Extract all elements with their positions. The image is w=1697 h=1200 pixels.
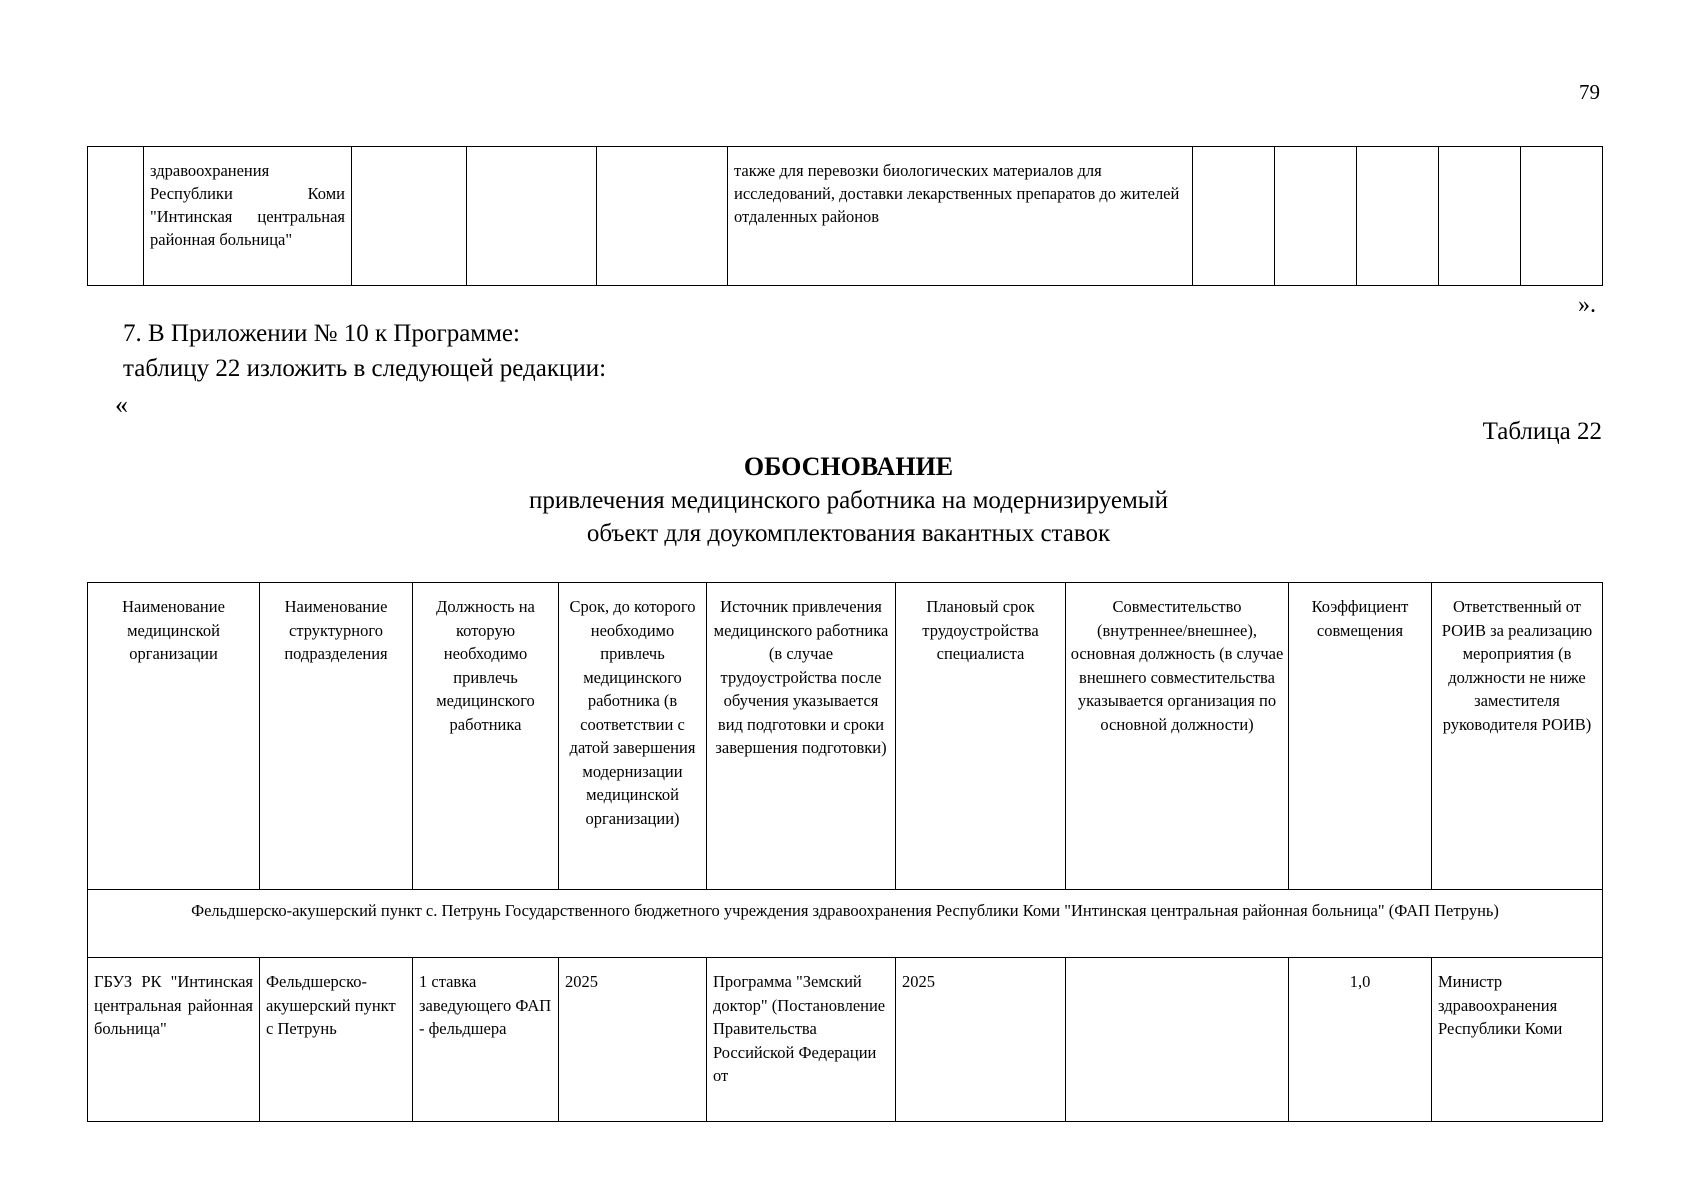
justification-table: [87, 582, 1603, 1122]
table-section-row: [88, 890, 1603, 958]
cell-position: 1 ставка заведующего ФАП - фельдшера: [413, 958, 559, 1122]
table-cell: [88, 147, 144, 286]
table-cell: [597, 147, 728, 286]
cell-responsible: Министр здравоохранения Республики Коми: [1432, 958, 1603, 1122]
document-subtitle-line1: привлечения медицинского работника на модернизируемый: [529, 487, 1168, 514]
table-cell: [352, 147, 467, 286]
document-subtitle-line2: объект для доукомплектования вакантных ставок: [586, 520, 1111, 547]
header-combination: Совместительство (внутреннее/внешнее), основная должность (в случае внешнего совместительства указывается организация по основной должности): [1066, 583, 1289, 890]
document-title: ОБОСНОВАНИЕ: [743, 452, 954, 481]
opening-quote: «: [115, 390, 128, 419]
header-unit-name: Наименование структурного подразделения: [260, 583, 413, 890]
closing-quote: ».: [1578, 292, 1596, 318]
table-cell-org-name: здравоохранения Республики Коми "Интинская центральная районная больница": [144, 147, 352, 286]
table-cell: [1439, 147, 1521, 286]
table-cell: [1521, 147, 1603, 286]
item-instruction: таблицу 22 изложить в следующей редакции:: [123, 355, 607, 382]
table-row: [88, 958, 1603, 1122]
page-number: 79: [1579, 80, 1600, 104]
table-cell: [467, 147, 597, 286]
table-cell-source: также для перевозки биологических материалов для исследований, доставки лекарственных препаратов до жителей отдаленных районов: [728, 147, 1193, 286]
cell-coefficient: 1,0: [1289, 958, 1432, 1122]
header-source: Источник привлечения медицинского работника (в случае трудоустройства после обучения указывается вид подготовки и сроки завершения подготовки): [707, 583, 896, 890]
item-heading: 7. В Приложении № 10 к Программе:: [123, 320, 520, 347]
section-title: Фельдшерско-акушерский пункт с. Петрунь Государственного бюджетного учреждения здравоохранения Республики Коми "Интинская центральная районная больница" (ФАП Петрунь): [88, 890, 1603, 958]
cell-combination: [1066, 958, 1289, 1122]
cell-unit: Фельдшерско-акушерский пункт с Петрунь: [260, 958, 413, 1122]
table-header-row: [88, 583, 1603, 890]
table-cell: [1193, 147, 1275, 286]
cell-source: Программа "Земский доктор" (Постановление Правительства Российской Федерации от: [707, 958, 896, 1122]
cell-deadline: 2025: [559, 958, 707, 1122]
cell-org: ГБУЗ РК "Интинская центральная районная больница": [88, 958, 260, 1122]
table-number: Таблица 22: [1482, 418, 1602, 445]
header-planned-date: Плановый срок трудоустройства специалиста: [896, 583, 1066, 890]
continuation-table: [87, 146, 1603, 286]
header-position: Должность на которую необходимо привлечь медицинского работника: [413, 583, 559, 890]
header-coefficient: Коэффициент совмещения: [1289, 583, 1432, 890]
cell-planned: 2025: [896, 958, 1066, 1122]
table-cell: [1357, 147, 1439, 286]
header-deadline: Срок, до которого необходимо привлечь медицинского работника (в соответствии с датой завершения модернизации медицинской организации): [559, 583, 707, 890]
table-cell: [1275, 147, 1357, 286]
header-org-name: Наименование медицинской организации: [88, 583, 260, 890]
header-responsible: Ответственный от РОИВ за реализацию мероприятия (в должности не ниже заместителя руководителя РОИВ): [1432, 583, 1603, 890]
table-row: [88, 147, 1603, 286]
